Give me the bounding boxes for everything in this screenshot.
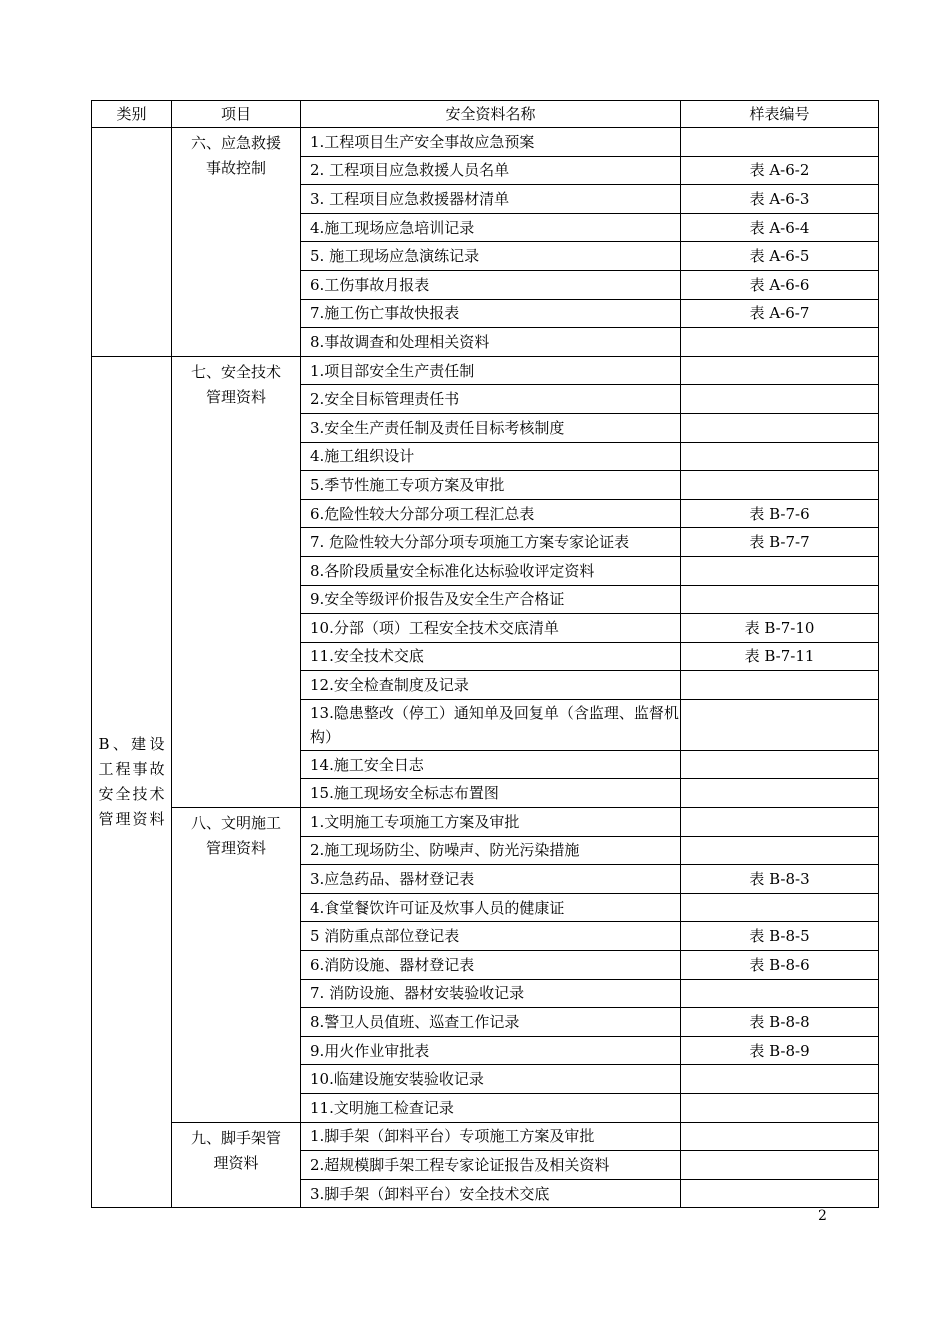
category-cell-empty	[92, 128, 172, 357]
project-label: 八、文明施工管理资料	[190, 814, 281, 858]
project-cell	[172, 128, 301, 357]
item-code: 表 B-8-5	[681, 922, 879, 951]
item-code: 表 A-6-4	[681, 213, 879, 242]
item-code: 表 A-6-3	[681, 185, 879, 214]
item-code	[681, 779, 879, 808]
category-cell	[92, 356, 172, 1208]
item-name: 15.施工现场安全标志布置图	[301, 779, 681, 808]
item-code	[681, 699, 879, 750]
item-code	[681, 893, 879, 922]
item-name: 10.临建设施安装验收记录	[301, 1065, 681, 1094]
item-code: 表 B-8-9	[681, 1036, 879, 1065]
item-code: 表 B-7-10	[681, 614, 879, 643]
item-code	[681, 413, 879, 442]
project-label: 七、安全技术管理资料	[190, 362, 281, 406]
item-name: 9.用火作业审批表	[301, 1036, 681, 1065]
item-code: 表 B-8-8	[681, 1008, 879, 1037]
item-code	[681, 750, 879, 779]
header-name: 安全资料名称	[301, 101, 681, 128]
item-code	[681, 1094, 879, 1123]
item-code	[681, 585, 879, 614]
item-code: 表 A-6-5	[681, 242, 879, 271]
item-code	[681, 556, 879, 585]
item-name: 8.事故调查和处理相关资料	[301, 328, 681, 357]
safety-documents-table	[91, 100, 879, 1208]
item-name: 1.工程项目生产安全事故应急预案	[301, 128, 681, 157]
item-name: 1.项目部安全生产责任制	[301, 356, 681, 385]
item-name: 5 消防重点部位登记表	[301, 922, 681, 951]
item-code	[681, 1065, 879, 1094]
project-label: 六、应急救援事故控制	[190, 134, 281, 177]
item-name: 2. 工程项目应急救援人员名单	[301, 156, 681, 185]
item-code	[681, 671, 879, 700]
item-name: 3.脚手架（卸料平台）安全技术交底	[301, 1179, 681, 1208]
item-code	[681, 979, 879, 1008]
item-name: 3.应急药品、器材登记表	[301, 865, 681, 894]
table-body	[92, 128, 879, 1208]
item-code	[681, 385, 879, 414]
item-code	[681, 442, 879, 471]
item-name: 5.季节性施工专项方案及审批	[301, 471, 681, 500]
item-name: 14.施工安全日志	[301, 750, 681, 779]
header-category: 类别	[92, 101, 172, 128]
item-name: 11.安全技术交底	[301, 642, 681, 671]
item-name: 7. 危险性较大分部分项专项施工方案专家论证表	[301, 528, 681, 557]
item-code: 表 B-8-6	[681, 951, 879, 980]
item-name: 13.隐患整改（停工）通知单及回复单（含监理、监督机构）	[301, 699, 681, 750]
item-name: 6.工伤事故月报表	[301, 270, 681, 299]
item-code	[681, 836, 879, 865]
category-label: B、建设工程事故安全技术管理资料	[98, 735, 165, 829]
item-name: 8.各阶段质量安全标准化达标验收评定资料	[301, 556, 681, 585]
item-name: 8.警卫人员值班、巡查工作记录	[301, 1008, 681, 1037]
item-code	[681, 128, 879, 157]
item-name: 7.施工伤亡事故快报表	[301, 299, 681, 328]
item-code: 表 A-6-7	[681, 299, 879, 328]
item-code: 表 B-7-6	[681, 499, 879, 528]
item-name: 3.安全生产责任制及责任目标考核制度	[301, 413, 681, 442]
item-code	[681, 1151, 879, 1180]
project-cell	[172, 1122, 301, 1208]
item-name: 7. 消防设施、器材安装验收记录	[301, 979, 681, 1008]
item-name: 2.超规模脚手架工程专家论证报告及相关资料	[301, 1151, 681, 1180]
page-number: 2	[818, 1208, 827, 1224]
item-code	[681, 471, 879, 500]
item-code	[681, 1122, 879, 1151]
item-name: 1.文明施工专项施工方案及审批	[301, 808, 681, 837]
item-code	[681, 1179, 879, 1208]
header-code: 样表编号	[681, 101, 879, 128]
item-name: 4.食堂餐饮许可证及炊事人员的健康证	[301, 893, 681, 922]
item-code	[681, 328, 879, 357]
item-name: 6.危险性较大分部分项工程汇总表	[301, 499, 681, 528]
item-code: 表 B-7-11	[681, 642, 879, 671]
item-name: 12.安全检查制度及记录	[301, 671, 681, 700]
item-name: 2.施工现场防尘、防噪声、防光污染措施	[301, 836, 681, 865]
item-code: 表 B-8-3	[681, 865, 879, 894]
project-cell	[172, 356, 301, 807]
item-name: 2.安全目标管理责任书	[301, 385, 681, 414]
item-name: 4.施工现场应急培训记录	[301, 213, 681, 242]
item-name: 4.施工组织设计	[301, 442, 681, 471]
item-code: 表 A-6-6	[681, 270, 879, 299]
item-name: 3. 工程项目应急救援器材清单	[301, 185, 681, 214]
item-code	[681, 356, 879, 385]
item-name: 11.文明施工检查记录	[301, 1094, 681, 1123]
item-name: 10.分部（项）工程安全技术交底清单	[301, 614, 681, 643]
item-code: 表 B-7-7	[681, 528, 879, 557]
item-name: 6.消防设施、器材登记表	[301, 951, 681, 980]
item-code: 表 A-6-2	[681, 156, 879, 185]
item-code	[681, 808, 879, 837]
header-project: 项目	[172, 101, 301, 128]
item-name: 1.脚手架（卸料平台）专项施工方案及审批	[301, 1122, 681, 1151]
item-name: 5. 施工现场应急演练记录	[301, 242, 681, 271]
project-cell	[172, 808, 301, 1123]
item-name: 9.安全等级评价报告及安全生产合格证	[301, 585, 681, 614]
project-label: 九、脚手架管理资料	[190, 1128, 281, 1172]
